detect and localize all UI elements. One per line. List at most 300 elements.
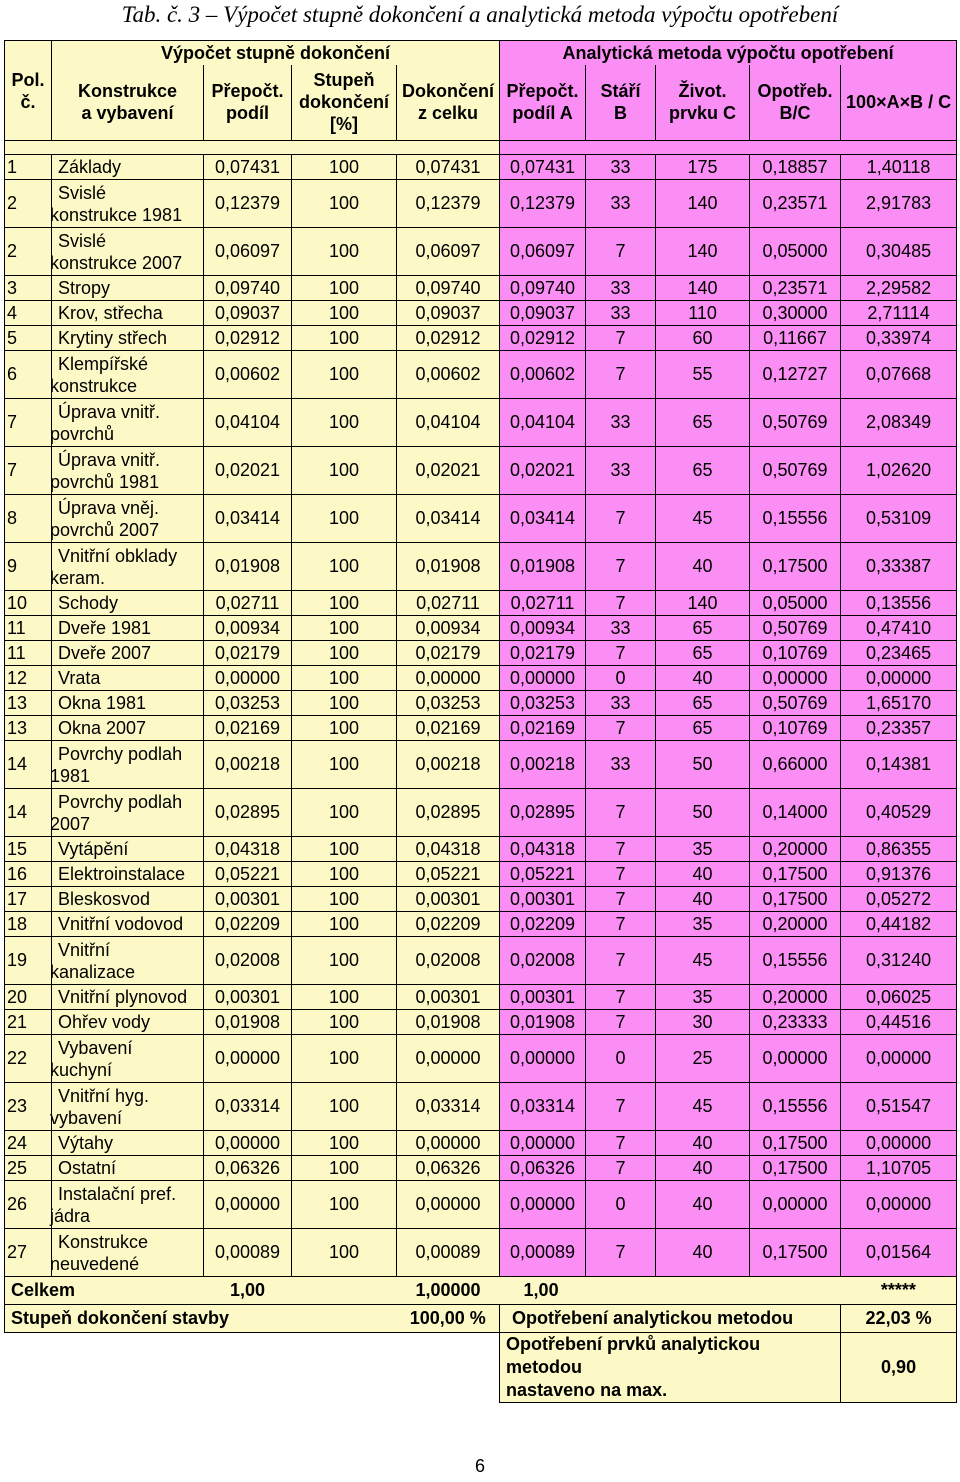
cell-dokonceni: 0,00000	[397, 666, 500, 691]
table-row	[5, 741, 957, 789]
cell-stari: 7	[586, 1229, 656, 1277]
cell-dokonceni: 0,00000	[397, 1035, 500, 1083]
cell-vysledek: 0,51547	[841, 1083, 957, 1131]
header-konstrukce: Konstrukce a vybavení	[52, 65, 204, 141]
stupen-label: Stupeň dokončení stavby	[5, 1305, 397, 1333]
stupen-value: 100,00 %	[397, 1305, 500, 1333]
cell-prepoct-a: 0,00000	[500, 1035, 586, 1083]
cell-prepoct: 0,00602	[204, 351, 292, 399]
cell-prepoct: 0,03414	[204, 495, 292, 543]
cell-pol: 19	[5, 937, 52, 985]
cell-dokonceni: 0,00301	[397, 985, 500, 1010]
cell-stupen: 100	[292, 228, 397, 276]
cell-vysledek: 0,30485	[841, 228, 957, 276]
max-value: 0,90	[841, 1333, 957, 1403]
cell-pol: 24	[5, 1131, 52, 1156]
cell-vysledek: 0,23357	[841, 716, 957, 741]
calculation-table	[4, 40, 957, 1403]
cell-opotreb: 0,17500	[750, 862, 841, 887]
header-stupen: Stupeň dokončení [%]	[292, 65, 397, 141]
cell-konstrukce: Vnitřní kanalizace	[52, 937, 204, 985]
cell-zivot: 140	[656, 591, 750, 616]
cell-pol: 9	[5, 543, 52, 591]
table-row	[5, 616, 957, 641]
cell-zivot: 40	[656, 1229, 750, 1277]
cell-pol: 13	[5, 716, 52, 741]
cell-stupen: 100	[292, 937, 397, 985]
page-number: 6	[474, 1456, 485, 1476]
cell-vysledek: 1,10705	[841, 1156, 957, 1181]
cell-dokonceni: 0,04104	[397, 399, 500, 447]
cell-pol: 14	[5, 789, 52, 837]
cell-vysledek: 0,40529	[841, 789, 957, 837]
cell-stari: 7	[586, 912, 656, 937]
header-spacer	[5, 141, 957, 155]
cell-konstrukce: Úprava vnitř. povrchů 1981	[52, 447, 204, 495]
cell-vysledek: 0,53109	[841, 495, 957, 543]
cell-dokonceni: 0,02209	[397, 912, 500, 937]
table-row	[5, 301, 957, 326]
cell-stari: 7	[586, 716, 656, 741]
cell-prepoct: 0,06097	[204, 228, 292, 276]
cell-opotreb: 0,10769	[750, 641, 841, 666]
cell-vysledek: 0,86355	[841, 837, 957, 862]
cell-zivot: 40	[656, 887, 750, 912]
cell-zivot: 110	[656, 301, 750, 326]
cell-pol: 20	[5, 985, 52, 1010]
cell-stari: 33	[586, 616, 656, 641]
cell-prepoct-a: 0,02021	[500, 447, 586, 495]
header-vysledek: 100×A×B / C	[841, 65, 957, 141]
cell-opotreb: 0,14000	[750, 789, 841, 837]
cell-stupen: 100	[292, 1131, 397, 1156]
cell-stupen: 100	[292, 591, 397, 616]
cell-dokonceni: 0,02895	[397, 789, 500, 837]
cell-konstrukce: Dveře 2007	[52, 641, 204, 666]
table-row	[5, 155, 957, 180]
cell-konstrukce: Vrata	[52, 666, 204, 691]
cell-prepoct-a: 0,12379	[500, 180, 586, 228]
cell-stupen: 100	[292, 180, 397, 228]
cell-zivot: 65	[656, 616, 750, 641]
cell-zivot: 45	[656, 937, 750, 985]
cell-vysledek: 0,01564	[841, 1229, 957, 1277]
cell-stupen: 100	[292, 837, 397, 862]
cell-stupen: 100	[292, 447, 397, 495]
cell-stupen: 100	[292, 741, 397, 789]
cell-zivot: 65	[656, 399, 750, 447]
cell-pol: 11	[5, 641, 52, 666]
cell-stari: 33	[586, 691, 656, 716]
cell-stari: 7	[586, 326, 656, 351]
cell-dokonceni: 0,00301	[397, 887, 500, 912]
cell-vysledek: 0,06025	[841, 985, 957, 1010]
table-row	[5, 399, 957, 447]
cell-prepoct-a: 0,00301	[500, 985, 586, 1010]
cell-stupen: 100	[292, 1010, 397, 1035]
cell-pol: 1	[5, 155, 52, 180]
cell-prepoct: 0,05221	[204, 862, 292, 887]
cell-prepoct-a: 0,02895	[500, 789, 586, 837]
cell-zivot: 40	[656, 1181, 750, 1229]
cell-vysledek: 0,31240	[841, 937, 957, 985]
table-row	[5, 1156, 957, 1181]
cell-prepoct: 0,04104	[204, 399, 292, 447]
cell-pol: 18	[5, 912, 52, 937]
cell-prepoct-a: 0,01908	[500, 543, 586, 591]
cell-konstrukce: Úprava vněj. povrchů 2007	[52, 495, 204, 543]
table-row	[5, 837, 957, 862]
cell-opotreb: 0,17500	[750, 887, 841, 912]
cell-prepoct: 0,00218	[204, 741, 292, 789]
cell-prepoct: 0,02711	[204, 591, 292, 616]
cell-stari: 7	[586, 543, 656, 591]
cell-stari: 7	[586, 1010, 656, 1035]
cell-opotreb: 0,66000	[750, 741, 841, 789]
cell-dokonceni: 0,01908	[397, 543, 500, 591]
cell-opotreb: 0,00000	[750, 666, 841, 691]
cell-pol: 2	[5, 228, 52, 276]
cell-pol: 15	[5, 837, 52, 862]
cell-prepoct-a: 0,02912	[500, 326, 586, 351]
cell-zivot: 35	[656, 912, 750, 937]
cell-pol: 16	[5, 862, 52, 887]
cell-prepoct: 0,02179	[204, 641, 292, 666]
cell-prepoct-a: 0,00000	[500, 1131, 586, 1156]
cell-opotreb: 0,23571	[750, 180, 841, 228]
cell-prepoct-a: 0,00000	[500, 666, 586, 691]
cell-zivot: 40	[656, 1156, 750, 1181]
cell-zivot: 175	[656, 155, 750, 180]
table-row	[5, 1131, 957, 1156]
cell-dokonceni: 0,02021	[397, 447, 500, 495]
cell-zivot: 35	[656, 985, 750, 1010]
cell-stari: 7	[586, 985, 656, 1010]
cell-konstrukce: Instalační pref. jádra	[52, 1181, 204, 1229]
cell-opotreb: 0,50769	[750, 691, 841, 716]
cell-dokonceni: 0,00000	[397, 1131, 500, 1156]
cell-pol: 26	[5, 1181, 52, 1229]
cell-stari: 7	[586, 937, 656, 985]
cell-pol: 25	[5, 1156, 52, 1181]
cell-opotreb: 0,15556	[750, 495, 841, 543]
cell-prepoct-a: 0,03414	[500, 495, 586, 543]
cell-stupen: 100	[292, 887, 397, 912]
cell-prepoct: 0,00301	[204, 887, 292, 912]
header-stari: Stáří B	[586, 65, 656, 141]
cell-zivot: 65	[656, 716, 750, 741]
table-row	[5, 716, 957, 741]
cell-prepoct: 0,00000	[204, 1131, 292, 1156]
cell-konstrukce: Okna 1981	[52, 691, 204, 716]
cell-konstrukce: Schody	[52, 591, 204, 616]
cell-dokonceni: 0,00218	[397, 741, 500, 789]
cell-stari: 7	[586, 351, 656, 399]
cell-konstrukce: Vytápění	[52, 837, 204, 862]
cell-opotreb: 0,20000	[750, 837, 841, 862]
cell-prepoct-a: 0,09740	[500, 276, 586, 301]
cell-prepoct: 0,07431	[204, 155, 292, 180]
cell-stupen: 100	[292, 543, 397, 591]
cell-konstrukce: Ohřev vody	[52, 1010, 204, 1035]
cell-konstrukce: Vnitřní vodovod	[52, 912, 204, 937]
cell-prepoct-a: 0,06097	[500, 228, 586, 276]
cell-stupen: 100	[292, 301, 397, 326]
cell-stupen: 100	[292, 862, 397, 887]
cell-opotreb: 0,15556	[750, 937, 841, 985]
cell-vysledek: 0,33387	[841, 543, 957, 591]
table-row	[5, 326, 957, 351]
cell-konstrukce: Vnitřní obklady keram.	[52, 543, 204, 591]
cell-vysledek: 0,47410	[841, 616, 957, 641]
header-group-left: Výpočet stupně dokončení	[52, 41, 500, 65]
cell-pol: 7	[5, 399, 52, 447]
cell-zivot: 30	[656, 1010, 750, 1035]
cell-vysledek: 2,91783	[841, 180, 957, 228]
cell-stari: 7	[586, 1083, 656, 1131]
cell-opotreb: 0,20000	[750, 912, 841, 937]
cell-pol: 22	[5, 1035, 52, 1083]
cell-zivot: 50	[656, 789, 750, 837]
cell-vysledek: 1,65170	[841, 691, 957, 716]
header-prepoct-a: Přepočt. podíl A	[500, 65, 586, 141]
cell-pol: 2	[5, 180, 52, 228]
cell-prepoct-a: 0,03314	[500, 1083, 586, 1131]
opotreb-value: 22,03 %	[841, 1305, 957, 1333]
cell-prepoct: 0,02895	[204, 789, 292, 837]
cell-dokonceni: 0,02008	[397, 937, 500, 985]
cell-prepoct-a: 0,00301	[500, 887, 586, 912]
cell-prepoct-a: 0,01908	[500, 1010, 586, 1035]
cell-vysledek: 0,44516	[841, 1010, 957, 1035]
cell-stari: 7	[586, 591, 656, 616]
cell-prepoct-a: 0,06326	[500, 1156, 586, 1181]
cell-opotreb: 0,10769	[750, 716, 841, 741]
cell-pol: 8	[5, 495, 52, 543]
cell-stupen: 100	[292, 616, 397, 641]
cell-stari: 33	[586, 276, 656, 301]
cell-vysledek: 0,00000	[841, 1035, 957, 1083]
cell-prepoct: 0,03253	[204, 691, 292, 716]
cell-prepoct-a: 0,04318	[500, 837, 586, 862]
cell-dokonceni: 0,01908	[397, 1010, 500, 1035]
cell-dokonceni: 0,06326	[397, 1156, 500, 1181]
cell-zivot: 140	[656, 228, 750, 276]
cell-dokonceni: 0,06097	[397, 228, 500, 276]
cell-prepoct-a: 0,05221	[500, 862, 586, 887]
table-row	[5, 1010, 957, 1035]
cell-zivot: 25	[656, 1035, 750, 1083]
cell-pol: 27	[5, 1229, 52, 1277]
cell-vysledek: 1,02620	[841, 447, 957, 495]
cell-dokonceni: 0,12379	[397, 180, 500, 228]
cell-konstrukce: Konstrukce neuvedené	[52, 1229, 204, 1277]
cell-stupen: 100	[292, 495, 397, 543]
cell-konstrukce: Vnitřní plynovod	[52, 985, 204, 1010]
cell-stupen: 100	[292, 276, 397, 301]
cell-prepoct: 0,09037	[204, 301, 292, 326]
table-caption: Tab. č. 3 – Výpočet stupně dokončení a analytická metoda výpočtu opotřebení	[121, 2, 839, 27]
cell-stari: 33	[586, 741, 656, 789]
table-row	[5, 276, 957, 301]
cell-zivot: 50	[656, 741, 750, 789]
cell-vysledek: 0,00000	[841, 1181, 957, 1229]
cell-stupen: 100	[292, 1156, 397, 1181]
cell-stari: 33	[586, 301, 656, 326]
table-row	[5, 985, 957, 1010]
cell-prepoct-a: 0,00089	[500, 1229, 586, 1277]
cell-dokonceni: 0,09037	[397, 301, 500, 326]
cell-pol: 4	[5, 301, 52, 326]
cell-konstrukce: Stropy	[52, 276, 204, 301]
cell-prepoct-a: 0,03253	[500, 691, 586, 716]
cell-prepoct: 0,02021	[204, 447, 292, 495]
cell-konstrukce: Svislé konstrukce 1981	[52, 180, 204, 228]
cell-dokonceni: 0,02179	[397, 641, 500, 666]
cell-vysledek: 2,71114	[841, 301, 957, 326]
cell-pol: 21	[5, 1010, 52, 1035]
cell-konstrukce: Okna 2007	[52, 716, 204, 741]
cell-pol: 6	[5, 351, 52, 399]
cell-pol: 7	[5, 447, 52, 495]
cell-opotreb: 0,05000	[750, 228, 841, 276]
cell-dokonceni: 0,00089	[397, 1229, 500, 1277]
cell-konstrukce: Výtahy	[52, 1131, 204, 1156]
cell-konstrukce: Ostatní	[52, 1156, 204, 1181]
celkem-label: Celkem	[5, 1277, 204, 1305]
cell-dokonceni: 0,03414	[397, 495, 500, 543]
cell-opotreb: 0,15556	[750, 1083, 841, 1131]
cell-konstrukce: Vnitřní hyg. vybavení	[52, 1083, 204, 1131]
cell-prepoct-a: 0,00602	[500, 351, 586, 399]
header-pol: Pol. č.	[5, 41, 52, 141]
cell-prepoct: 0,04318	[204, 837, 292, 862]
cell-prepoct-a: 0,02209	[500, 912, 586, 937]
cell-prepoct: 0,00000	[204, 666, 292, 691]
cell-vysledek: 2,29582	[841, 276, 957, 301]
cell-vysledek: 0,05272	[841, 887, 957, 912]
cell-stupen: 100	[292, 1083, 397, 1131]
cell-dokonceni: 0,05221	[397, 862, 500, 887]
cell-stari: 7	[586, 789, 656, 837]
table-row	[5, 691, 957, 716]
cell-konstrukce: Svislé konstrukce 2007	[52, 228, 204, 276]
cell-prepoct: 0,02912	[204, 326, 292, 351]
cell-konstrukce: Dveře 1981	[52, 616, 204, 641]
cell-zivot: 45	[656, 495, 750, 543]
cell-stari: 33	[586, 180, 656, 228]
cell-opotreb: 0,18857	[750, 155, 841, 180]
cell-pol: 10	[5, 591, 52, 616]
cell-stupen: 100	[292, 1035, 397, 1083]
cell-stari: 33	[586, 447, 656, 495]
cell-opotreb: 0,50769	[750, 399, 841, 447]
cell-opotreb: 0,20000	[750, 985, 841, 1010]
cell-stari: 0	[586, 1035, 656, 1083]
cell-stari: 7	[586, 837, 656, 862]
cell-prepoct: 0,09740	[204, 276, 292, 301]
cell-opotreb: 0,17500	[750, 543, 841, 591]
cell-stupen: 100	[292, 716, 397, 741]
cell-opotreb: 0,23333	[750, 1010, 841, 1035]
cell-konstrukce: Základy	[52, 155, 204, 180]
table-row	[5, 447, 957, 495]
cell-opotreb: 0,00000	[750, 1181, 841, 1229]
cell-prepoct-a: 0,07431	[500, 155, 586, 180]
cell-prepoct-a: 0,00000	[500, 1181, 586, 1229]
cell-opotreb: 0,50769	[750, 616, 841, 641]
header-opotreb: Opotřeb. B/C	[750, 65, 841, 141]
cell-stupen: 100	[292, 155, 397, 180]
table-row	[5, 591, 957, 616]
cell-stari: 7	[586, 228, 656, 276]
cell-prepoct: 0,00301	[204, 985, 292, 1010]
cell-zivot: 40	[656, 666, 750, 691]
header-group-right: Analytická metoda výpočtu opotřebení	[500, 41, 957, 65]
cell-dokonceni: 0,02912	[397, 326, 500, 351]
cell-stupen: 100	[292, 641, 397, 666]
cell-vysledek: 0,23465	[841, 641, 957, 666]
cell-prepoct: 0,06326	[204, 1156, 292, 1181]
cell-stupen: 100	[292, 985, 397, 1010]
header-zivot: Život. prvku C	[656, 65, 750, 141]
table-row	[5, 1229, 957, 1277]
cell-vysledek: 0,00000	[841, 1131, 957, 1156]
cell-stari: 7	[586, 641, 656, 666]
cell-stari: 7	[586, 887, 656, 912]
cell-dokonceni: 0,02711	[397, 591, 500, 616]
cell-vysledek: 0,44182	[841, 912, 957, 937]
cell-pol: 13	[5, 691, 52, 716]
cell-dokonceni: 0,03314	[397, 1083, 500, 1131]
table-row	[5, 1181, 957, 1229]
table-row	[5, 789, 957, 837]
cell-prepoct-a: 0,00934	[500, 616, 586, 641]
opotreb-label: Opotřebení analytickou metodou	[500, 1305, 841, 1333]
cell-prepoct: 0,12379	[204, 180, 292, 228]
cell-stupen: 100	[292, 399, 397, 447]
celkem-dokonceni: 1,00000	[397, 1277, 500, 1305]
cell-dokonceni: 0,03253	[397, 691, 500, 716]
cell-vysledek: 1,40118	[841, 155, 957, 180]
cell-stari: 33	[586, 399, 656, 447]
cell-konstrukce: Vybavení kuchyní	[52, 1035, 204, 1083]
celkem-prepoct-a: 1,00	[500, 1277, 586, 1305]
cell-stupen: 100	[292, 691, 397, 716]
cell-prepoct: 0,01908	[204, 543, 292, 591]
table-row	[5, 351, 957, 399]
cell-prepoct-a: 0,04104	[500, 399, 586, 447]
cell-prepoct: 0,01908	[204, 1010, 292, 1035]
cell-pol: 14	[5, 741, 52, 789]
cell-stupen: 100	[292, 1181, 397, 1229]
cell-zivot: 40	[656, 543, 750, 591]
cell-konstrukce: Bleskosvod	[52, 887, 204, 912]
cell-opotreb: 0,12727	[750, 351, 841, 399]
cell-pol: 5	[5, 326, 52, 351]
cell-zivot: 40	[656, 862, 750, 887]
max-label: Opotřebení prvků analytickou metodou nastaveno na max.	[500, 1333, 841, 1403]
header-prepoct: Přepočt. podíl	[204, 65, 292, 141]
cell-opotreb: 0,00000	[750, 1035, 841, 1083]
cell-vysledek: 0,33974	[841, 326, 957, 351]
cell-prepoct: 0,02008	[204, 937, 292, 985]
cell-stupen: 100	[292, 326, 397, 351]
cell-stari: 0	[586, 1181, 656, 1229]
cell-stupen: 100	[292, 912, 397, 937]
cell-prepoct-a: 0,02169	[500, 716, 586, 741]
cell-prepoct: 0,00089	[204, 1229, 292, 1277]
